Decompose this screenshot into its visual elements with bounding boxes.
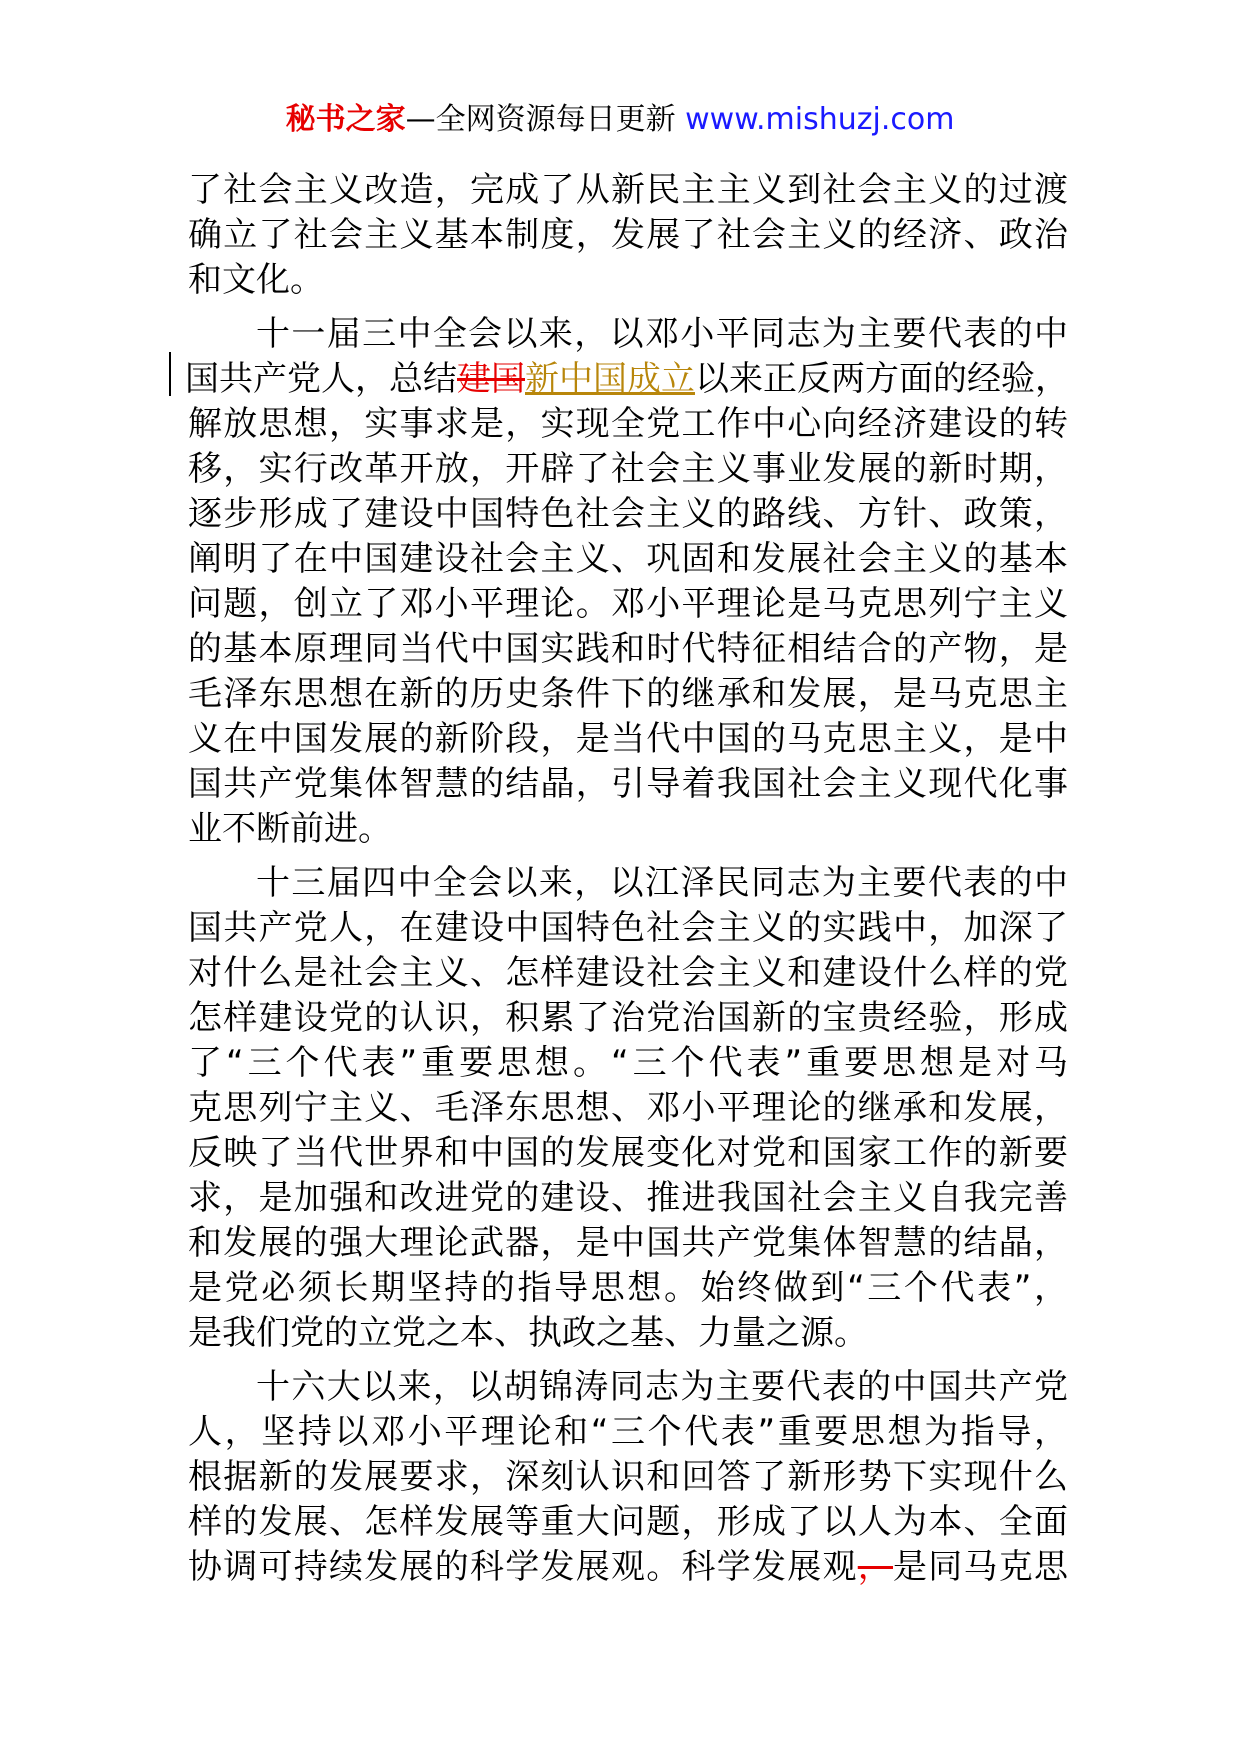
text-line: 解放思想，实事求是，实现全党工作中心向经济建设的转 [188, 404, 1068, 444]
text-line: 逐步形成了建设中国特色社会主义的路线、方针、政策， [188, 494, 1068, 534]
text-line: 的基本原理同当代中国实践和时代特征相结合的产物，是 [188, 629, 1068, 669]
tracked-deletion: 建国 [457, 359, 525, 399]
text-line: 移，实行改革开放，开辟了社会主义事业发展的新时期， [188, 449, 1068, 489]
text-line: 根据新的发展要求，深刻认识和回答了新形势下实现什么 [188, 1457, 1068, 1497]
page-header [0, 98, 1240, 142]
text-line: 十三届四中全会以来，以江泽民同志为主要代表的中 [256, 863, 1068, 903]
text-line: 十一届三中全会以来，以邓小平同志为主要代表的中 [256, 314, 1068, 354]
text-line: 克思列宁主义、毛泽东思想、邓小平理论的继承和发展， [188, 1088, 1068, 1128]
text-line: 和发展的强大理论武器，是中国共产党集体智慧的结晶， [188, 1223, 1068, 1263]
text-line: 确立了社会主义基本制度，发展了社会主义的经济、政治 [188, 215, 1068, 255]
text-segment: 协调可持续发展的科学发展观。科学发展观 [188, 1547, 858, 1587]
text-line: 人，坚持以邓小平理论和“三个代表”重要思想为指导， [188, 1412, 1068, 1452]
text-line: 怎样建设党的认识，积累了治党治国新的宝贵经验，形成 [188, 998, 1068, 1038]
text-line: 十六大以来，以胡锦涛同志为主要代表的中国共产党 [256, 1367, 1068, 1407]
revision-change-bar [169, 352, 171, 396]
text-segment: 以来正反两方面的经验， [695, 359, 1069, 399]
text-line: 了社会主义改造，完成了从新民主主义到社会主义的过渡 [188, 170, 1068, 210]
text-line-revision [188, 1545, 1068, 1590]
tracked-insertion: 新中国成立 [525, 359, 695, 399]
text-line: 毛泽东思想在新的历史条件下的继承和发展，是马克思主 [188, 674, 1068, 714]
text-line: 是我们党的立党之本、执政之基、力量之源。 [188, 1313, 868, 1353]
text-line: 国共产党人，在建设中国特色社会主义的实践中，加深了 [188, 908, 1068, 948]
text-line: 阐明了在中国建设社会主义、巩固和发展社会主义的基本 [188, 539, 1068, 579]
text-line: 义在中国发展的新阶段，是当代中国的马克思主义，是中 [188, 719, 1068, 759]
header-slogan: —全网资源每日更新 [405, 102, 686, 137]
text-line: 了“三个代表”重要思想。“三个代表”重要思想是对马 [188, 1043, 1068, 1083]
header-url-link[interactable]: www.mishuzj.com [685, 102, 955, 137]
text-line: 业不断前进。 [188, 809, 392, 849]
text-line: 反映了当代世界和中国的发展变化对党和国家工作的新要 [188, 1133, 1068, 1173]
header-brand: 秘书之家 [285, 102, 406, 137]
text-segment: 国共产党人，总结 [185, 359, 457, 399]
text-line: 求，是加强和改进党的建设、推进我国社会主义自我完善 [188, 1178, 1068, 1218]
text-line: 样的发展、怎样发展等重大问题，形成了以人为本、全面 [188, 1502, 1068, 1542]
text-line: 对什么是社会主义、怎样建设社会主义和建设什么样的党 [188, 953, 1068, 993]
document-body [185, 168, 1069, 1590]
tracked-deletion: ， [857, 1547, 893, 1587]
text-line-revision [185, 357, 1068, 402]
text-segment: 是同马克思 [893, 1547, 1068, 1587]
text-line: 国共产党集体智慧的结晶，引导着我国社会主义现代化事 [188, 764, 1068, 804]
text-line: 和文化。 [188, 260, 324, 300]
text-line: 问题，创立了邓小平理论。邓小平理论是马克思列宁主义 [188, 584, 1068, 624]
text-line: 是党必须长期坚持的指导思想。始终做到“三个代表”， [188, 1268, 1068, 1308]
